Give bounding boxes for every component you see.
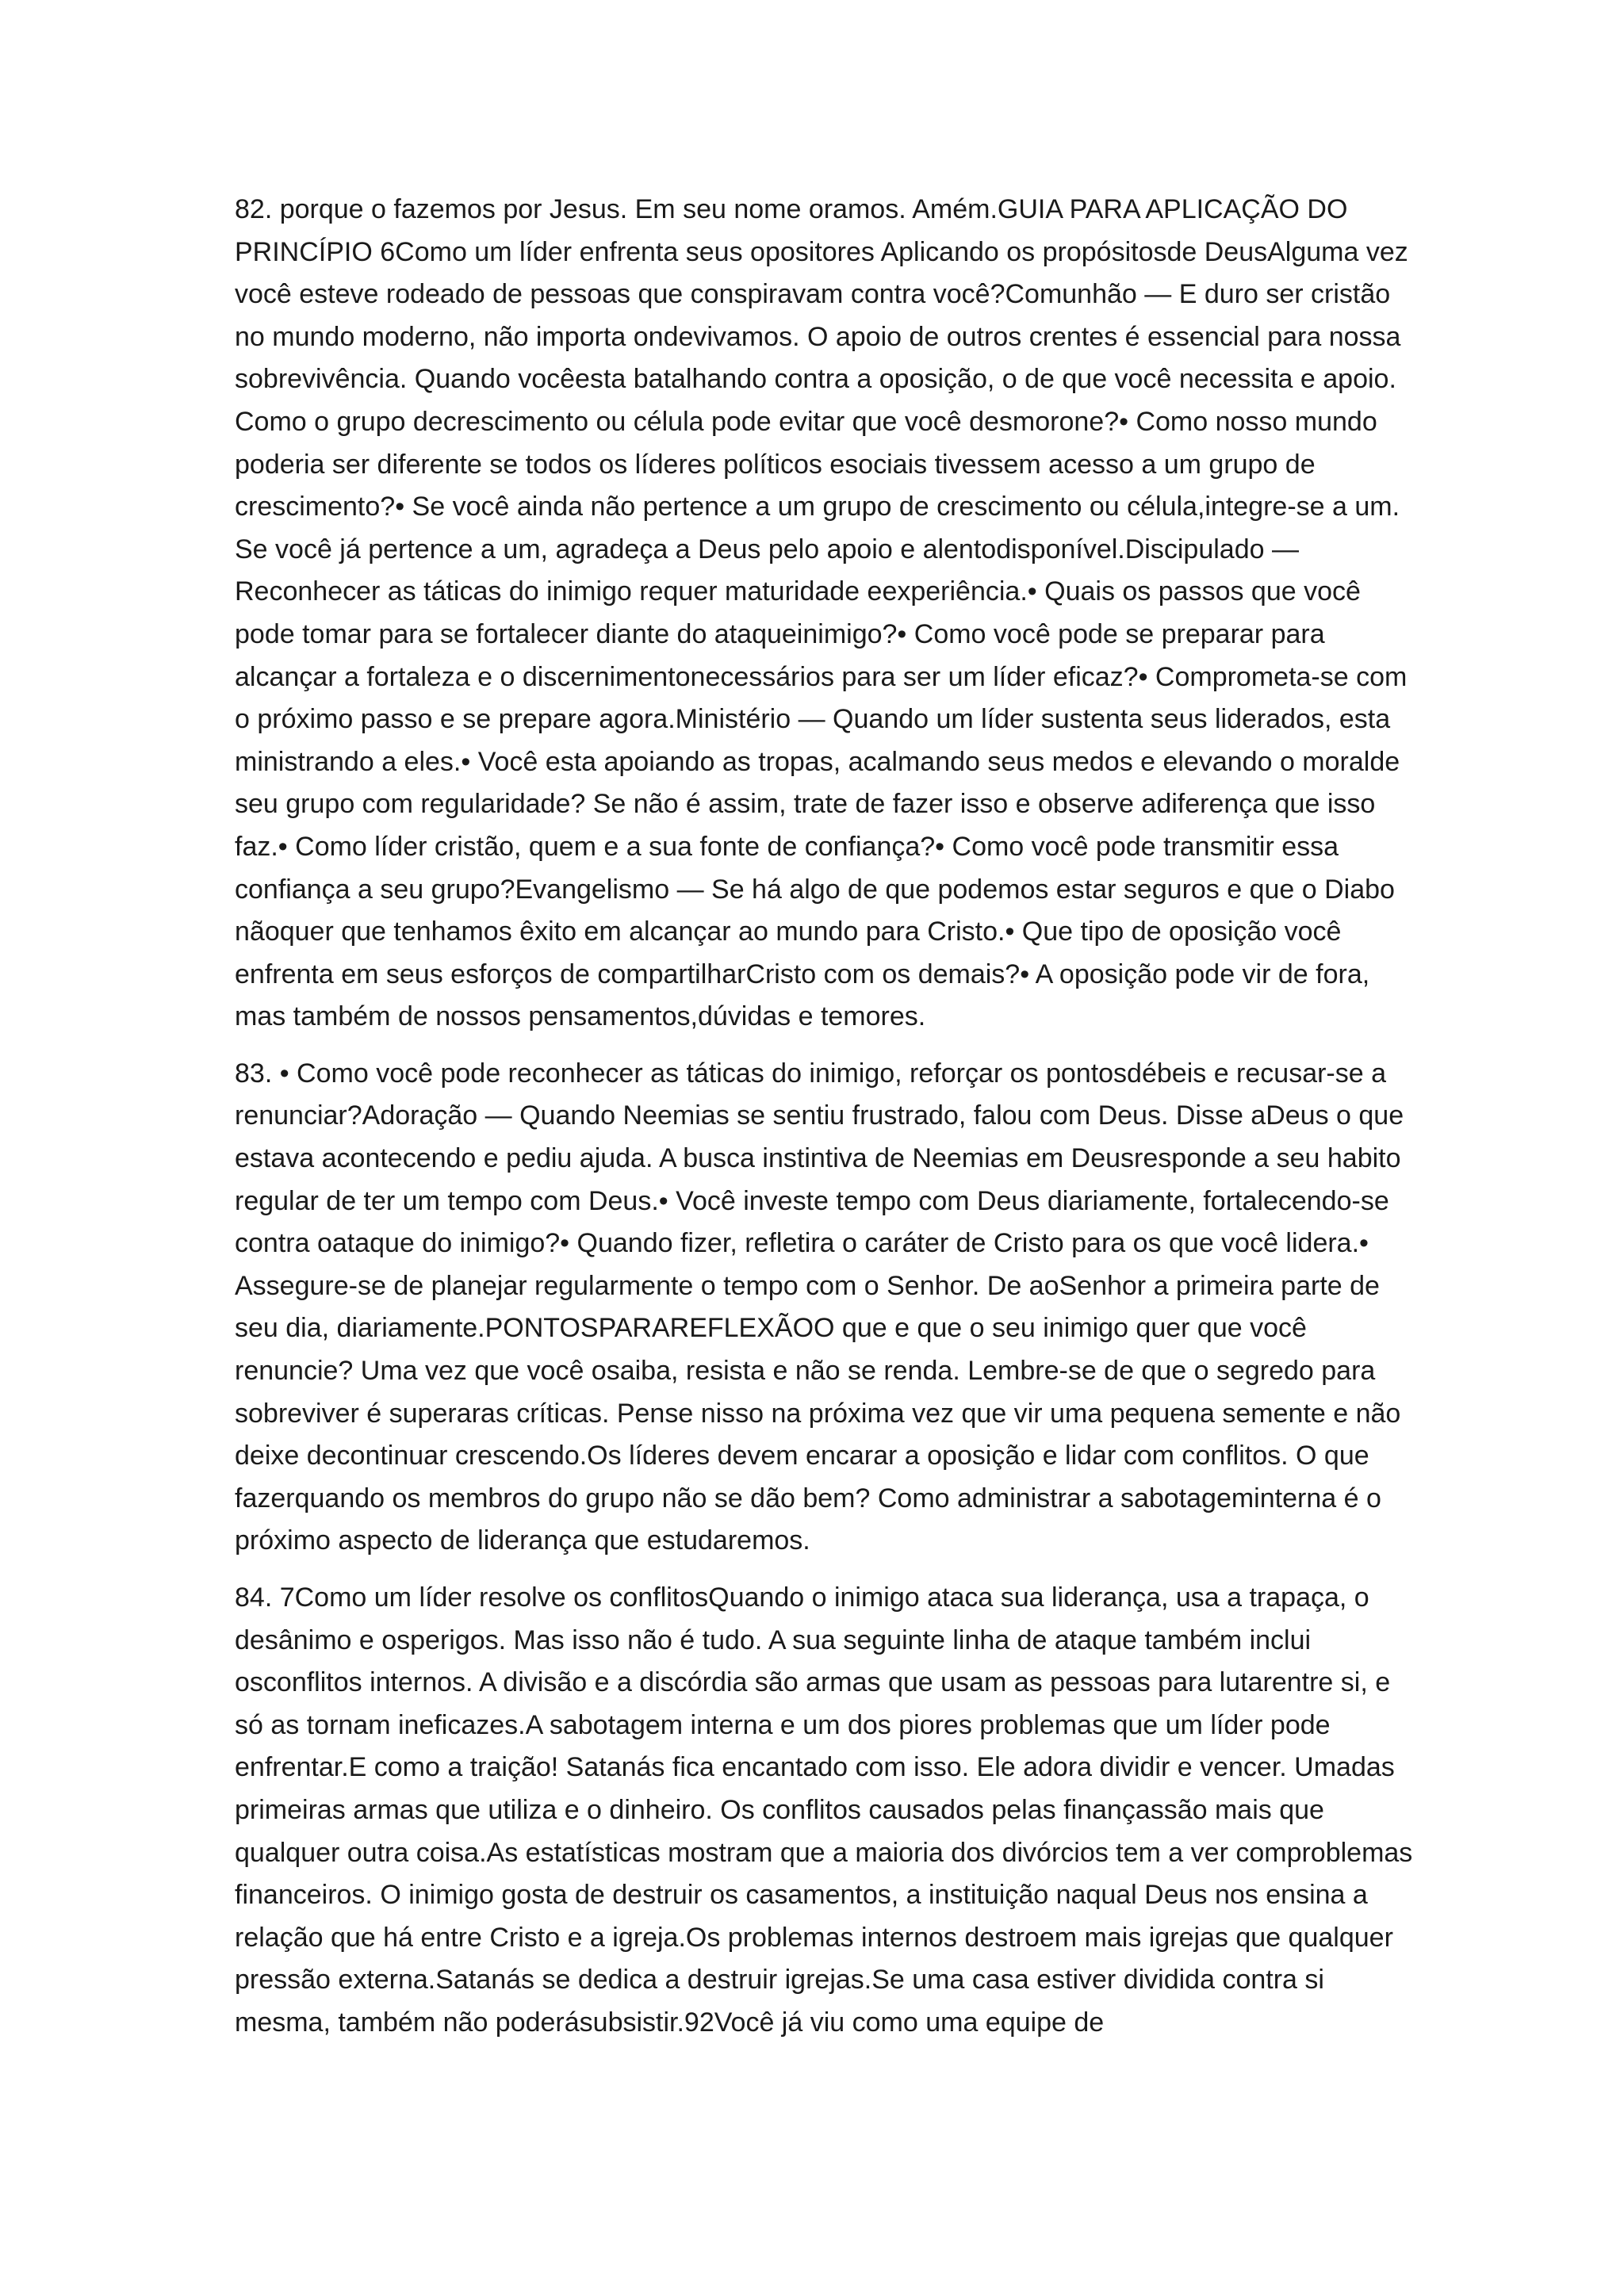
paragraph-82: 82. porque o fazemos por Jesus. Em seu nome oramos. Amém.GUIA PARA APLICAÇÃO DO PRINCÍPIO 6Como um líder enfrenta seus opositores Aplicando os propósitosde DeusAlguma vez você esteve rodeado de pessoas que conspiravam contra você?Comunhão — E duro ser cristão no mundo moderno, não importa ondevivamos. O apoio de outros crentes é essencial para nossa sobrevivência. Quando vocêesta batalhando contra a oposição, o de que você necessita e apoio. Como o grupo decrescimento ou célula pode evitar que você desmorone?• Como nosso mundo poderia ser diferente se todos os líderes políticos esociais tivessem acesso a um grupo de crescimento?• Se você ainda não pertence a um grupo de crescimento ou célula,integre-se a um. Se você já pertence a um, agradeça a Deus pelo apoio e alentodisponível.Discipulado — Reconhecer as táticas do inimigo requer maturidade eexperiência.• Quais os passos que você pode tomar para se fortalecer diante do ataqueinimigo?• Como você pode se preparar para alcançar a fortaleza e o discernimentonecessários para ser um líder eficaz?• Comprometa-se com o próximo passo e se prepare agora.Ministério — Quando um líder sustenta seus liderados, esta ministrando a eles.• Você esta apoiando as tropas, acalmando seus medos e elevando o moralde seu grupo com regularidade? Se não é assim, trate de fazer isso e observe adiferença que isso faz.• Como líder cristão, quem e a sua fonte de confiança?• Como você pode transmitir essa confiança a seu grupo?Evangelismo — Se há algo de que podemos estar seguros e que o Diabo nãoquer que tenhamos êxito em alcançar ao mundo para Cristo.• Que tipo de oposição você enfrenta em seus esforços de compartilharCristo com os demais?• A oposição pode vir de fora, mas também de nossos pensamentos,dúvidas e temores. xyxy=(235,194,1408,1032)
document-body xyxy=(235,189,1416,2059)
paragraph-83: 83. • Como você pode reconhecer as táticas do inimigo, reforçar os pontosdébeis e recusar-se a renunciar?Adoração — Quando Neemias se sentiu frustrado, falou com Deus. Disse aDeus o que estava acontecendo e pediu ajuda. A busca instintiva de Neemias em Deusresponde a seu habito regular de ter um tempo com Deus.• Você investe tempo com Deus diariamente, fortalecendo-se contra oataque do inimigo?• Quando fizer, refletira o caráter de Cristo para os que você lidera.• Assegure-se de planejar regularmente o tempo com o Senhor. De aoSenhor a primeira parte de seu dia, diariamente.PONTOSPARAREFLEXÃOO que e que o seu inimigo quer que você renuncie? Uma vez que você osaiba, resista e não se renda. Lembre-se de que o segredo para sobreviver é superaras críticas. Pense nisso na próxima vez que vir uma pequena semente e não deixe decontinuar crescendo.Os líderes devem encarar a oposição e lidar com conflitos. O que fazerquando os membros do grupo não se dão bem? Como administrar a sabotageminterna é o próximo aspecto de liderança que estudaremos. xyxy=(235,1058,1404,1556)
paragraph-84: 84. 7Como um líder resolve os conflitosQuando o inimigo ataca sua liderança, usa a trapaça, o desânimo e osperigos. Mas isso não é tudo. A sua seguinte linha de ataque também inclui osconflitos internos. A divisão e a discórdia são armas que usam as pessoas para lutarentre si, e só as tornam ineficazes.A sabotagem interna e um dos piores problemas que um líder pode enfrentar.E como a traição! Satanás fica encantado com isso. Ele adora dividir e vencer. Umadas primeiras armas que utiliza e o dinheiro. Os conflitos causados pelas finançassão mais que qualquer outra coisa.As estatísticas mostram que a maioria dos divórcios tem a ver comproblemas financeiros. O inimigo gosta de destruir os casamentos, a instituição naqual Deus nos ensina a relação que há entre Cristo e a igreja.Os problemas internos destroem mais igrejas que qualquer pressão externa.Satanás se dedica a destruir igrejas.Se uma casa estiver dividida contra si mesma, também não poderásubsistir.92Você já viu como uma equipe de xyxy=(235,1582,1413,2038)
